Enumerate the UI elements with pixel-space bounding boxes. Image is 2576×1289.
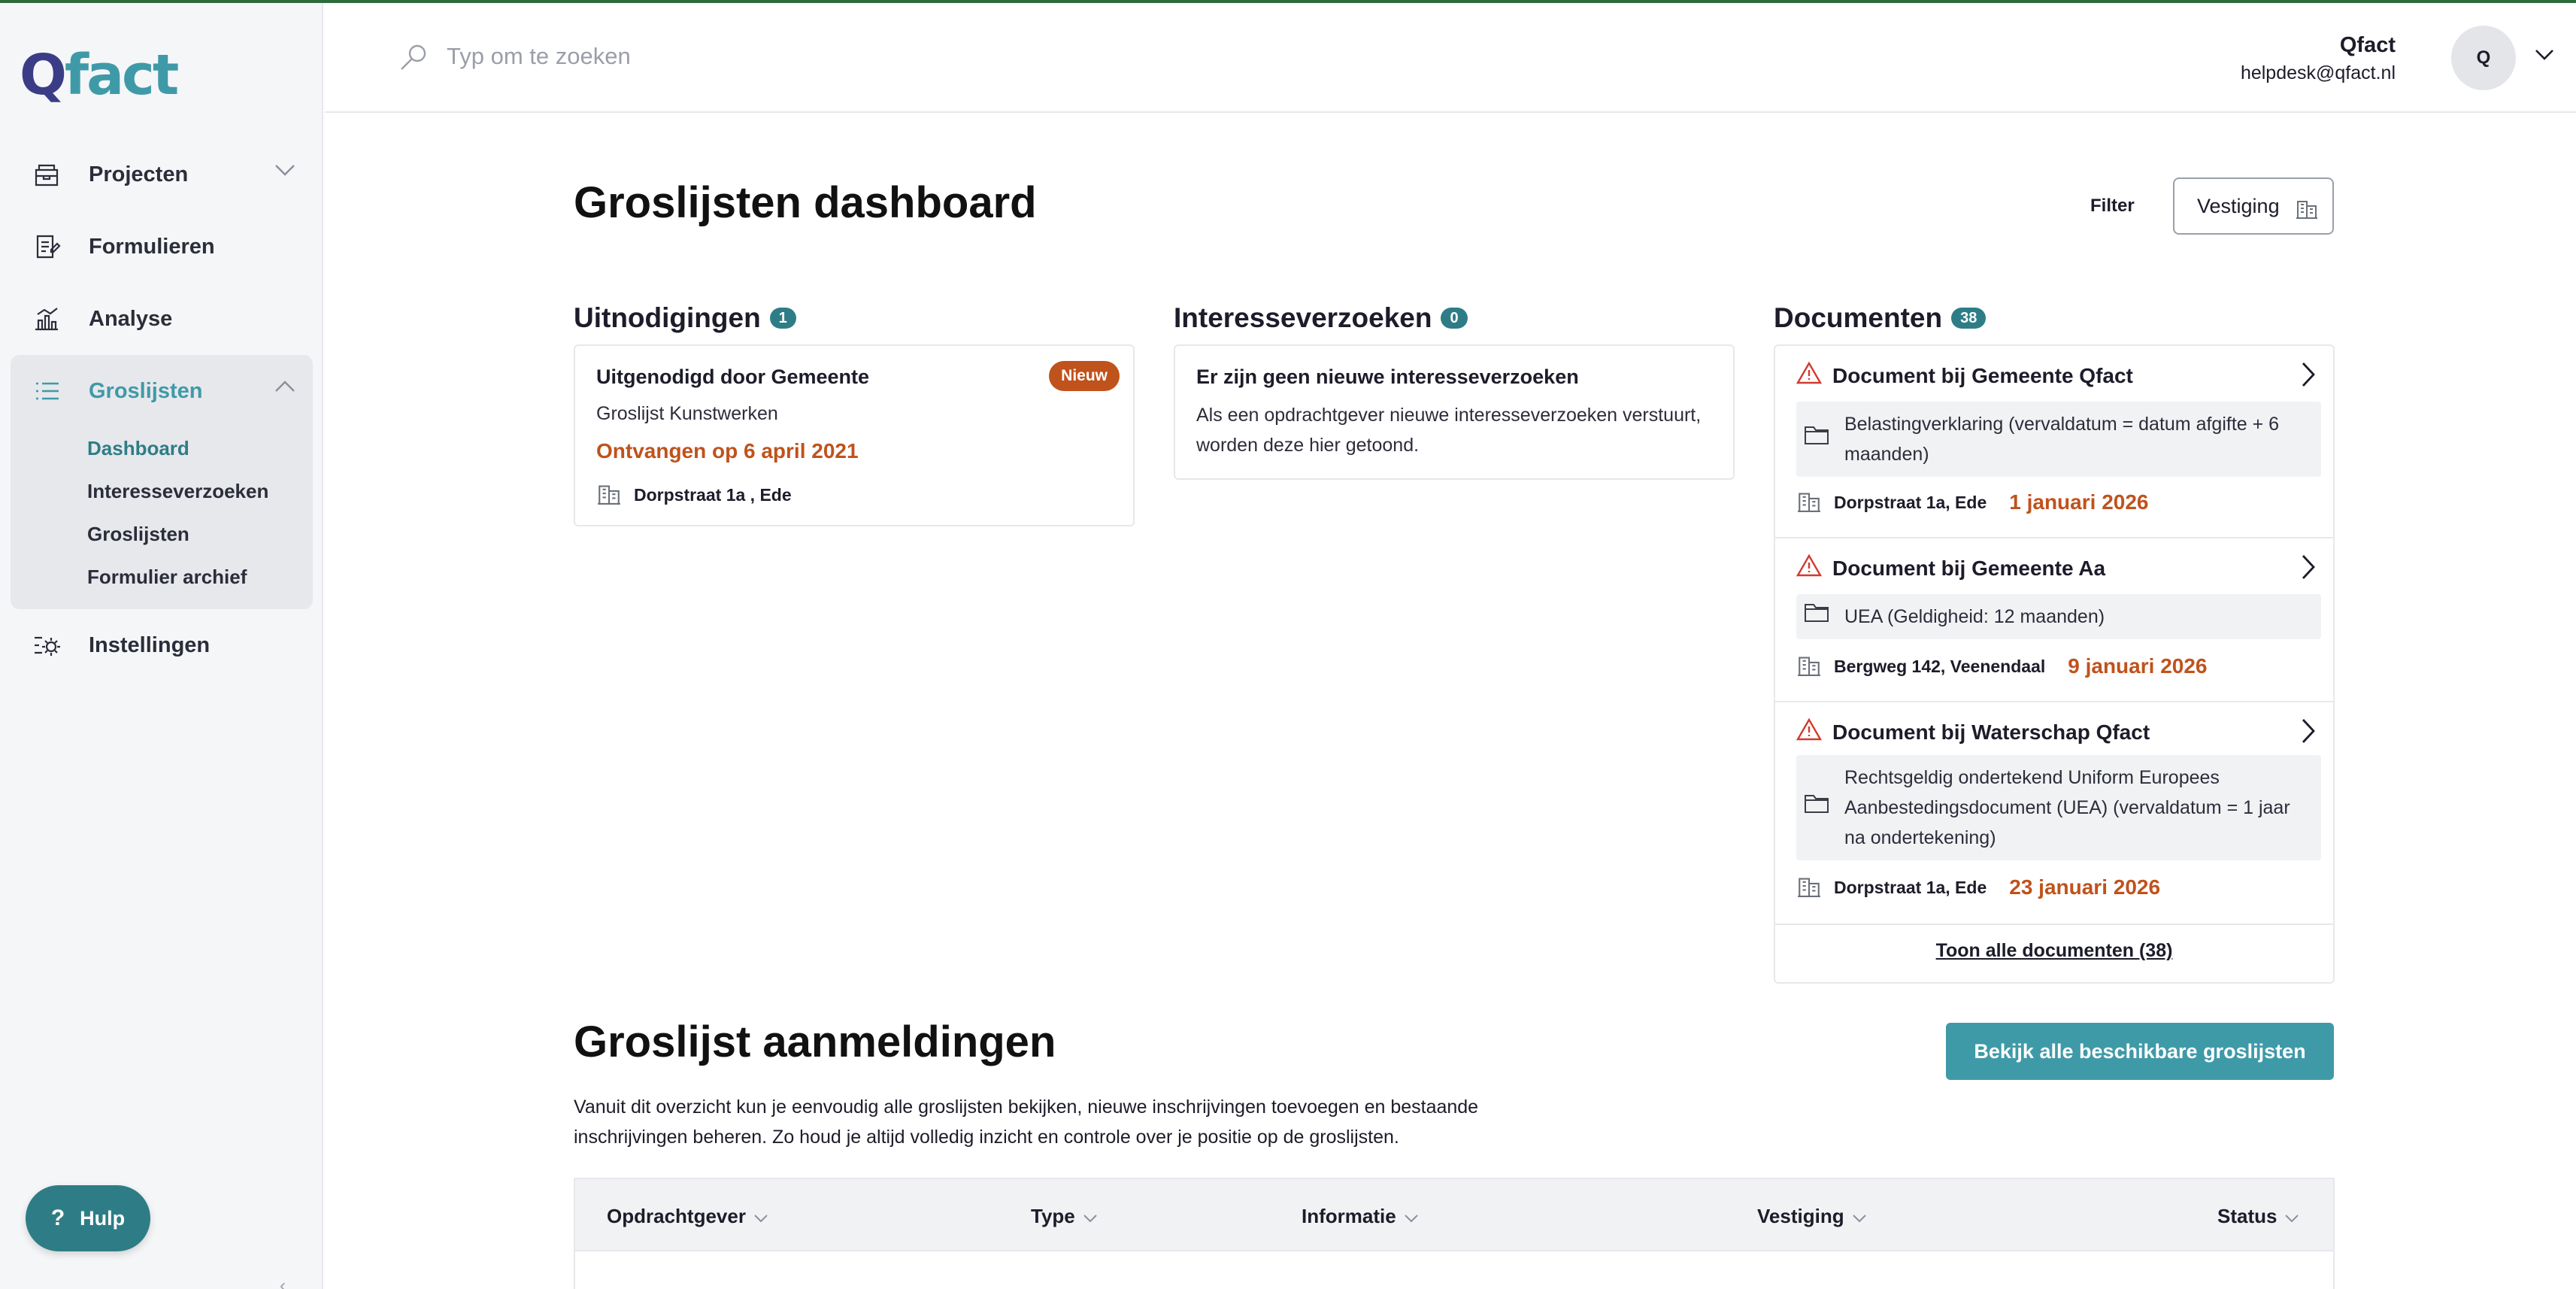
column-header-vestiging[interactable] [1757,1205,1867,1228]
sidebar-item-analyse[interactable] [11,283,313,355]
column-label: Informatie [1302,1205,1396,1227]
document-item[interactable] [1775,346,2333,538]
document-item[interactable] [1775,702,2333,925]
interests-card-title: Er zijn geen nieuwe interesseverzoeken [1196,365,1579,388]
documents-title: Documenten [1774,302,1943,333]
chevron-right-icon[interactable] [2300,361,2317,392]
document-description [1796,755,2321,860]
registrations-table-header [574,1178,2335,1250]
sidebar-item-label: Instellingen [89,632,211,657]
building-icon [1796,487,1822,517]
collapse-sidebar-icon[interactable]: ‹ [280,1275,286,1289]
document-title: Document bij Gemeente Qfact [1832,363,2133,387]
folder-icon [1804,793,1829,823]
documents-card [1774,344,2335,984]
invitation-card[interactable] [574,344,1135,526]
user-email: helpdesk@qfact.nl [2240,62,2396,83]
document-meta [1796,651,2207,681]
user-menu-chevron-icon[interactable] [2534,48,2555,65]
sort-chevron-icon [2284,1205,2299,1228]
invitations-count-badge: 1 [770,308,796,329]
warning-icon [1796,554,1822,583]
sidebar-item-label: Projecten [89,162,189,187]
invitations-title: Uitnodigingen [574,302,761,333]
chevron-right-icon[interactable] [2300,717,2317,748]
form-icon [30,230,63,263]
search-icon [397,41,430,77]
help-button[interactable] [26,1185,150,1251]
invitation-subtitle: Groslijst Kunstwerken [596,403,778,424]
sidebar-subitem-groslijsten[interactable]: Groslijsten [87,523,189,545]
chevron-up-icon[interactable] [274,379,296,398]
filter-label: Filter [2090,196,2135,216]
document-description-text: Rechtsgeldig ondertekend Uniform Europees Aanbestedingsdocument (UEA) (vervaldatum = 1 jaar na ondertekening) [1844,767,2290,848]
column-label: Status [2217,1205,2277,1227]
search-input[interactable] [447,38,1123,75]
sidebar-subitem-formulier-archief[interactable]: Formulier archief [87,566,247,588]
page-title: Groslijsten dashboard [574,178,1037,227]
user-info [2241,33,2396,84]
sidebar-item-label: Analyse [89,306,173,331]
sort-chevron-icon [753,1205,768,1228]
sidebar-item-projecten[interactable] [11,138,313,211]
column-label: Opdrachtgever [607,1205,746,1227]
sidebar-nav [11,138,313,681]
invitations-heading [574,302,796,334]
document-header [1796,361,2133,390]
question-icon: ? [50,1206,65,1230]
analytics-icon [30,302,63,335]
column-label: Type [1031,1205,1075,1227]
interests-heading [1174,302,1468,334]
document-title: Document bij Waterschap Qfact [1832,720,2150,744]
show-all-documents-link[interactable]: Toon alle documenten (38) [1935,940,2173,961]
help-label: Hulp [80,1206,126,1230]
building-icon [596,480,622,510]
invitation-address-text: Dorpstraat 1a , Ede [634,484,792,505]
vestiging-filter-button[interactable] [2173,177,2334,235]
document-address: Dorpstraat 1a, Ede [1834,877,1987,897]
column-label: Vestiging [1757,1205,1844,1227]
column-header-type[interactable] [1031,1205,1098,1228]
building-icon [1796,872,1822,902]
projects-icon [30,158,63,191]
folder-icon [1804,602,1829,632]
sidebar [0,3,323,1289]
column-header-opdrachtgever[interactable] [607,1205,768,1228]
interests-count-badge: 0 [1441,308,1467,329]
document-meta [1796,872,2160,902]
document-description-text: Belastingverklaring (vervaldatum = datum afgifte + 6 maanden) [1844,414,2280,465]
folder-icon [1804,424,1829,454]
document-item[interactable] [1775,538,2333,702]
document-description [1796,594,2321,639]
chevron-right-icon[interactable] [2300,554,2317,584]
user-name: Qfact [2339,33,2396,57]
warning-icon [1796,361,1822,390]
warning-icon [1796,717,1822,747]
sidebar-item-label: Groslijsten [89,378,203,403]
document-meta [1796,487,2148,517]
document-title: Document bij Gemeente Aa [1832,556,2106,580]
document-due-date: 9 januari 2026 [2068,654,2208,678]
vestiging-filter-label: Vestiging [2197,194,2280,217]
document-address: Dorpstraat 1a, Ede [1834,492,1987,512]
sidebar-subitem-dashboard[interactable]: Dashboard [87,437,189,459]
document-due-date: 23 januari 2026 [2009,875,2161,899]
list-icon [30,375,63,408]
qfact-logo[interactable]: Qfact [20,43,177,108]
building-icon [1796,651,1822,681]
settings-icon [30,629,63,662]
column-header-status[interactable] [2217,1205,2299,1228]
new-badge: Nieuw [1049,361,1120,391]
document-header [1796,717,2150,747]
document-header [1796,554,2105,583]
sort-chevron-icon [1404,1205,1419,1228]
registrations-description: Vanuit dit overzicht kun je eenvoudig alle groslijsten bekijken, nieuwe inschrijvingen toevoegen en bestaande inschrijvingen beheren. Zo houd je altijd volledig inzicht en controle over je positie op de groslijsten. [574,1096,1479,1148]
sort-chevron-icon [1083,1205,1098,1228]
sidebar-subitem-interesseverzoeken[interactable]: Interesseverzoeken [87,480,269,502]
building-icon [2295,196,2319,225]
avatar[interactable]: Q [2451,26,2516,90]
documents-count-badge: 38 [1951,308,1986,329]
sidebar-item-label: Formulieren [89,234,215,259]
registrations-table-body [574,1250,2335,1289]
sidebar-item-instellingen[interactable] [11,609,313,681]
document-address: Bergweg 142, Veenendaal [1834,656,2046,676]
view-all-groslijsten-button[interactable]: Bekijk alle beschikbare groslijsten [1946,1023,2334,1080]
invitation-address [596,480,792,510]
sort-chevron-icon [1852,1205,1867,1228]
interests-card-text: Als een opdrachtgever nieuwe interesseverzoeken verstuurt, worden deze hier getoond. [1196,405,1702,456]
sidebar-item-groslijsten[interactable] [11,355,313,427]
document-due-date: 1 januari 2026 [2009,490,2149,514]
registrations-title: Groslijst aanmeldingen [574,1018,1056,1066]
sidebar-subnav [11,427,313,599]
document-description-text: UEA (Geldigheid: 12 maanden) [1844,606,2105,627]
sidebar-item-formulieren[interactable] [11,211,313,283]
sidebar-group-groslijsten [11,355,313,609]
topbar [325,3,2576,113]
invitation-title: Uitgenodigd door Gemeente [596,365,870,388]
document-description [1796,402,2321,477]
interests-title: Interesseverzoeken [1174,302,1432,333]
chevron-down-icon[interactable] [274,162,296,181]
documents-heading [1774,302,1986,334]
interests-card [1174,344,1735,480]
invitation-date: Ontvangen op 6 april 2021 [596,439,859,463]
column-header-informatie[interactable] [1302,1205,1419,1228]
